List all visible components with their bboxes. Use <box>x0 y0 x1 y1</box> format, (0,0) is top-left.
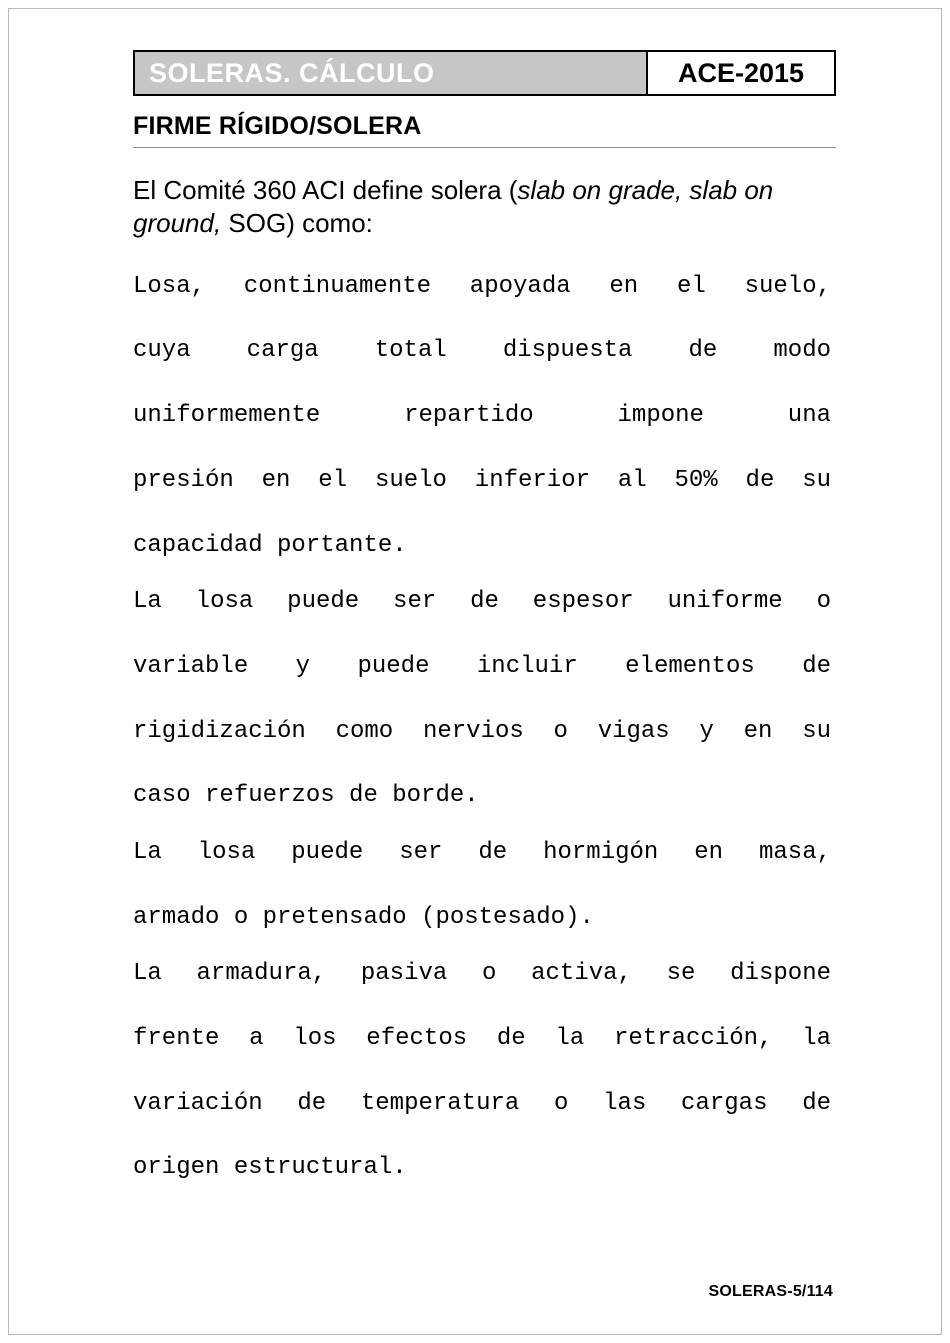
definition-line: Losa, continuamente apoyada en el suelo, <box>133 272 831 300</box>
definition-line: frente a los efectos de la retracción, la <box>133 1024 831 1052</box>
slide-header <box>133 50 836 96</box>
definition-line: presión en el suelo inferior al 50% de su <box>133 466 831 494</box>
footer-page-total: 114 <box>806 1283 833 1300</box>
header-code-box <box>646 52 834 94</box>
definition-line: origen estructural. <box>133 1154 407 1182</box>
definition-line: caso refuerzos de borde. <box>133 782 479 810</box>
page-title: FIRME RÍGIDO/SOLERA <box>133 112 422 140</box>
definition-line: uniformemente repartido impone una <box>133 402 831 430</box>
header-title: SOLERAS. CÁLCULO <box>149 57 435 88</box>
definition-line: rigidización como nervios o vigas y en su <box>133 717 831 745</box>
title-divider <box>133 147 836 148</box>
lead-paragraph <box>133 174 833 241</box>
definition-paragraph-4 <box>133 958 831 1185</box>
definition-line: La losa puede ser de hormigón en masa, <box>133 838 831 866</box>
footer <box>709 1283 833 1301</box>
definition-paragraph-1 <box>133 271 831 563</box>
definition-line: La losa puede ser de espesor uniforme o <box>133 588 831 616</box>
definition-paragraph-3 <box>133 837 831 934</box>
lead-text-part1: El Comité 360 ACI define solera ( <box>133 175 518 205</box>
header-title-box <box>135 52 646 94</box>
definition-line: La armadura, pasiva o activa, se dispone <box>133 959 831 987</box>
lead-text-part2: SOG) como: <box>221 208 373 239</box>
definition-line: cuya carga total dispuesta de modo <box>133 337 831 365</box>
definition-block <box>133 271 831 1185</box>
slide-content <box>133 50 833 1185</box>
footer-separator: / <box>801 1283 807 1300</box>
definition-line: variación de temperatura o las cargas de <box>133 1089 831 1117</box>
footer-label: SOLERAS- <box>708 1283 793 1300</box>
header-code: ACE-2015 <box>677 57 805 88</box>
definition-line: capacidad portante. <box>133 531 407 559</box>
footer-page-number: 5 <box>792 1283 802 1300</box>
lead-text-italic: slab on grade, slab on ground, <box>133 175 774 239</box>
definition-line: variable y puede incluir elementos de <box>133 652 831 680</box>
definition-paragraph-2 <box>133 586 831 813</box>
definition-line: armado o pretensado (postesado). <box>133 903 594 931</box>
